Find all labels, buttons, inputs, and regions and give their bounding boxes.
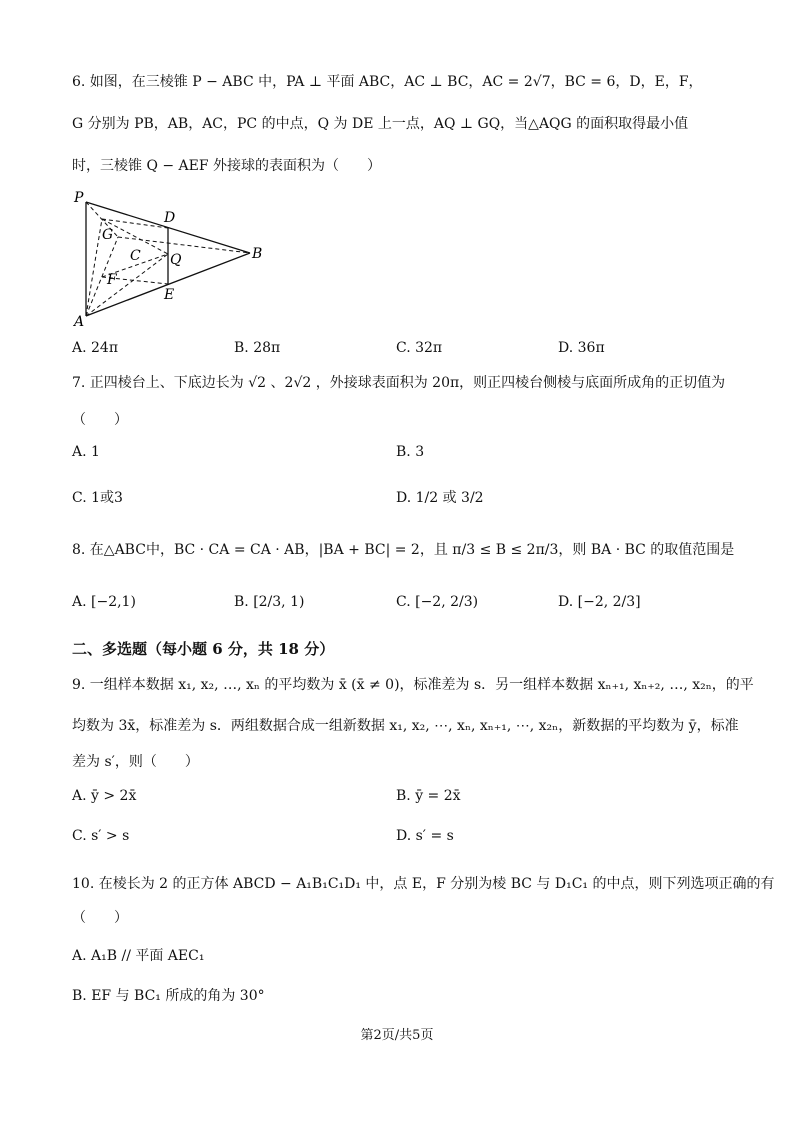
q8-option-c[interactable]: C. [−2, 2/3) xyxy=(396,594,479,610)
q10-option-b[interactable]: B. EF 与 BC₁ 所成的角为 30° xyxy=(72,988,265,1004)
q9-option-d[interactable]: D. s′ = s xyxy=(396,828,454,844)
q9-option-b[interactable]: B. ȳ = 2x̄ xyxy=(396,788,461,804)
q9-option-a[interactable]: A. ȳ > 2x̄ xyxy=(72,788,137,804)
label-b: B xyxy=(252,246,263,262)
q6-option-c[interactable]: C. 32π xyxy=(396,340,443,356)
q6-option-a[interactable]: A. 24π xyxy=(72,340,119,356)
label-a: A xyxy=(74,314,85,330)
label-e: E xyxy=(164,287,175,303)
q6-line-1: 6. 如图，在三棱锥 P − ABC 中，PA ⊥ 平面 ABC，AC ⊥ BC，AC = 2√7，BC = 6，D，E，F， xyxy=(72,74,703,90)
q10-line-1: 10. 在棱长为 2 的正方体 ABCD − A₁B₁C₁D₁ 中，点 E，F 分别为棱 BC 与 D₁C₁ 的中点，则下列选项正确的有 xyxy=(72,876,775,892)
q7-line-1: 7. 正四棱台上、下底边长为 √2 、2√2 ，外接球表面积为 20π，则正四棱台侧棱与底面所成角的正切值为 xyxy=(72,375,726,391)
q9-line-3: 差为 s′，则（ ） xyxy=(72,754,199,770)
q6-figure-pyramid xyxy=(66,188,276,336)
q7-option-c[interactable]: C. 1或3 xyxy=(72,490,123,506)
q7-option-a[interactable]: A. 1 xyxy=(72,444,100,460)
q6-option-b[interactable]: B. 28π xyxy=(234,340,281,356)
q7-option-d[interactable]: D. 1/2 或 3/2 xyxy=(396,490,484,506)
q9-line-2: 均数为 3x̄，标准差为 s．两组数据合成一组新数据 x₁, x₂, ⋯, xₙ, xₙ₊₁, ⋯, x₂ₙ，新数据的平均数为 ȳ，标准 xyxy=(72,718,739,734)
q9-line-1: 9. 一组样本数据 x₁, x₂, …, xₙ 的平均数为 x̄ (x̄ ≠ 0)，标准差为 s．另一组样本数据 xₙ₊₁, xₙ₊₂, …, x₂ₙ，的平 xyxy=(72,677,754,693)
q8-option-b[interactable]: B. [2/3, 1) xyxy=(234,594,305,610)
q7-line-2: （ ） xyxy=(72,412,128,428)
q9-option-c[interactable]: C. s′ > s xyxy=(72,828,130,844)
q8-line-1: 8. 在△ABC中，BC · CA = CA · AB，|BA + BC| = 2，且 π/3 ≤ B ≤ 2π/3，则 BA · BC 的取值范围是 xyxy=(72,542,735,558)
label-d: D xyxy=(164,210,176,226)
segment-aq xyxy=(86,254,168,316)
q6-option-d[interactable]: D. 36π xyxy=(558,340,605,356)
label-c: C xyxy=(130,248,141,264)
q10-option-a[interactable]: A. A₁B // 平面 AEC₁ xyxy=(72,948,205,964)
page-footer: 第2页/共5页 xyxy=(360,1028,434,1043)
label-f: F xyxy=(107,272,117,288)
label-p: P xyxy=(74,190,84,206)
q7-option-b[interactable]: B. 3 xyxy=(396,444,425,460)
q6-line-2: G 分别为 PB，AB，AC，PC 的中点，Q 为 DE 上一点，AQ ⊥ GQ，当△AQG 的面积取得最小值 xyxy=(72,116,689,132)
label-g: G xyxy=(102,227,114,243)
q8-option-d[interactable]: D. [−2, 2/3] xyxy=(558,594,641,610)
segment-ag xyxy=(86,219,102,316)
q10-line-2: （ ） xyxy=(72,910,128,926)
label-q: Q xyxy=(170,252,182,268)
q6-line-3: 时，三棱锥 Q − AEF 外接球的表面积为（ ） xyxy=(72,158,382,174)
q8-option-a[interactable]: A. [−2,1) xyxy=(72,594,136,610)
section-title-multiple-choice: 二、多选题（每小题 6 分，共 18 分） xyxy=(72,640,335,658)
